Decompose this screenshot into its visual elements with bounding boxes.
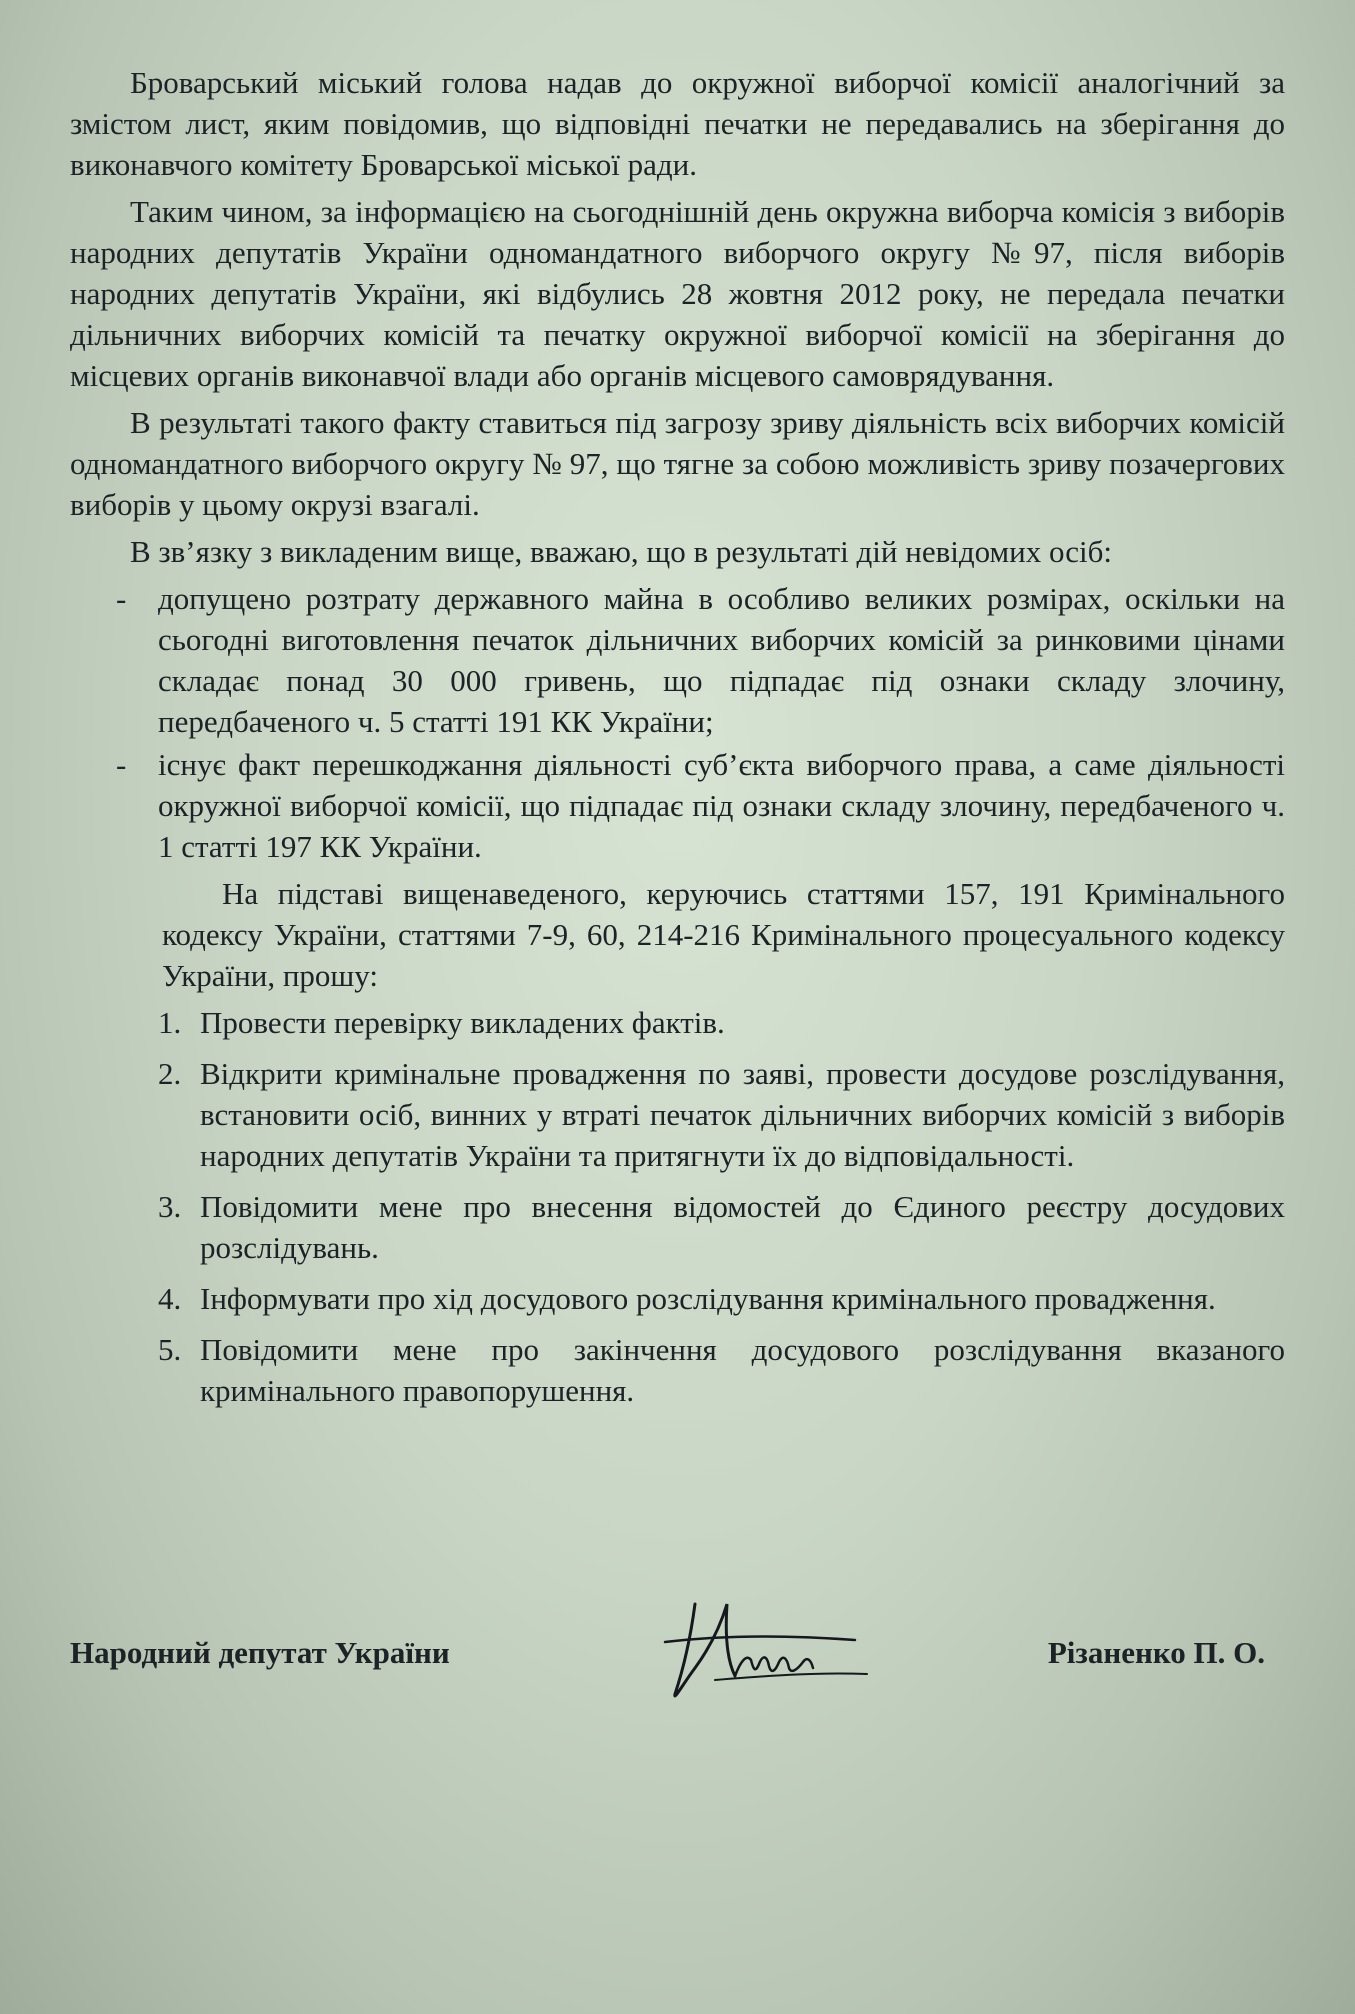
consequences-list xyxy=(70,578,1285,867)
list-item xyxy=(70,578,1285,742)
bullet-text: існує факт перешкоджання діяльності суб’єкта виборчого права, а саме діяльності окружної виборчої комісії, що підпадає під ознаки складу злочину, передбаченого ч. 1 статті 197 КК України. xyxy=(158,747,1285,864)
paragraph-legal-basis: На підставі вищенаведеного, керуючись статтями 157, 191 Кримінального кодексу України, статтями 7-9, 60, 214-216 Кримінального процесуального кодексу України, прошу: xyxy=(162,876,1285,993)
list-number: 3. xyxy=(158,1189,182,1224)
request-text: Повідомити мене про закінчення досудового розслідування вказаного кримінального правопорушення. xyxy=(200,1332,1285,1408)
request-text: Провести перевірку викладених фактів. xyxy=(200,1005,725,1040)
list-number: 4. xyxy=(158,1281,182,1316)
paragraph-consequences-intro: В зв’язку з викладеним вище, вважаю, що в результаті дій невідомих осіб: xyxy=(130,534,1113,569)
requests-list xyxy=(70,1002,1285,1411)
list-item xyxy=(70,1278,1285,1319)
request-text: Повідомити мене про внесення відомостей до Єдиного реєстру досудових розслідувань. xyxy=(200,1189,1285,1265)
paragraph-threat: В результаті такого факту ставиться під загрозу зриву діяльність всіх виборчих комісій одномандатного виборчого округу № 97, що тягне за собою можливість зриву позачергових виборів у цьому окрузі взагалі. xyxy=(70,405,1285,522)
request-text: Інформувати про хід досудового розслідування кримінального провадження. xyxy=(200,1281,1216,1316)
bullet-text: допущено розтрату державного майна в особливо великих розмірах, оскільки на сьогодні виготовлення печаток дільничних виборчих комісій за ринковими цінами складає понад 30 000 гривень, що підпадає під ознаки складу злочину, передбаченого ч. 5 статті 191 КК України; xyxy=(158,581,1285,739)
handwritten-signature xyxy=(655,1564,875,1734)
paragraph-commission-info: Таким чином, за інформацією на сьогоднішній день окружна виборча комісія з виборів народних депутатів України одномандатного виборчого округу №97, після виборів народних депутатів України, які відбулись 28 жовтня 2012 року, не передала печатки дільничних виборчих комісій та печатку окружної виборчої комісії на зберігання до місцевих органів виконавчої влади або органів місцевого самоврядування. xyxy=(70,194,1285,393)
list-number: 5. xyxy=(158,1332,182,1367)
signer-name: Різаненко П. О. xyxy=(1047,1635,1265,1670)
bullet-dash: - xyxy=(116,747,127,782)
list-item xyxy=(70,1053,1285,1176)
list-number: 2. xyxy=(158,1056,182,1091)
request-text: Відкрити кримінальне провадження по заяві, провести досудове розслідування, встановити осіб, винних у втраті печаток дільничних виборчих комісій з виборів народних депутатів України та притягнути їх до відповідальності. xyxy=(200,1056,1285,1173)
list-item xyxy=(70,1186,1285,1268)
list-number: 1. xyxy=(158,1005,182,1040)
list-item xyxy=(70,744,1285,867)
signature-block xyxy=(70,1612,1285,1702)
paragraph-brovary-letter: Броварський міський голова надав до окружної виборчої комісії аналогічний за змістом лист, яким повідомив, що відповідні печатки не передавались на зберігання до виконавчого комітету Броварської міської ради. xyxy=(70,65,1285,182)
list-item xyxy=(70,1329,1285,1411)
signer-role: Народний депутат України xyxy=(70,1635,450,1670)
bullet-dash: - xyxy=(116,581,127,616)
list-item xyxy=(70,1002,1285,1043)
